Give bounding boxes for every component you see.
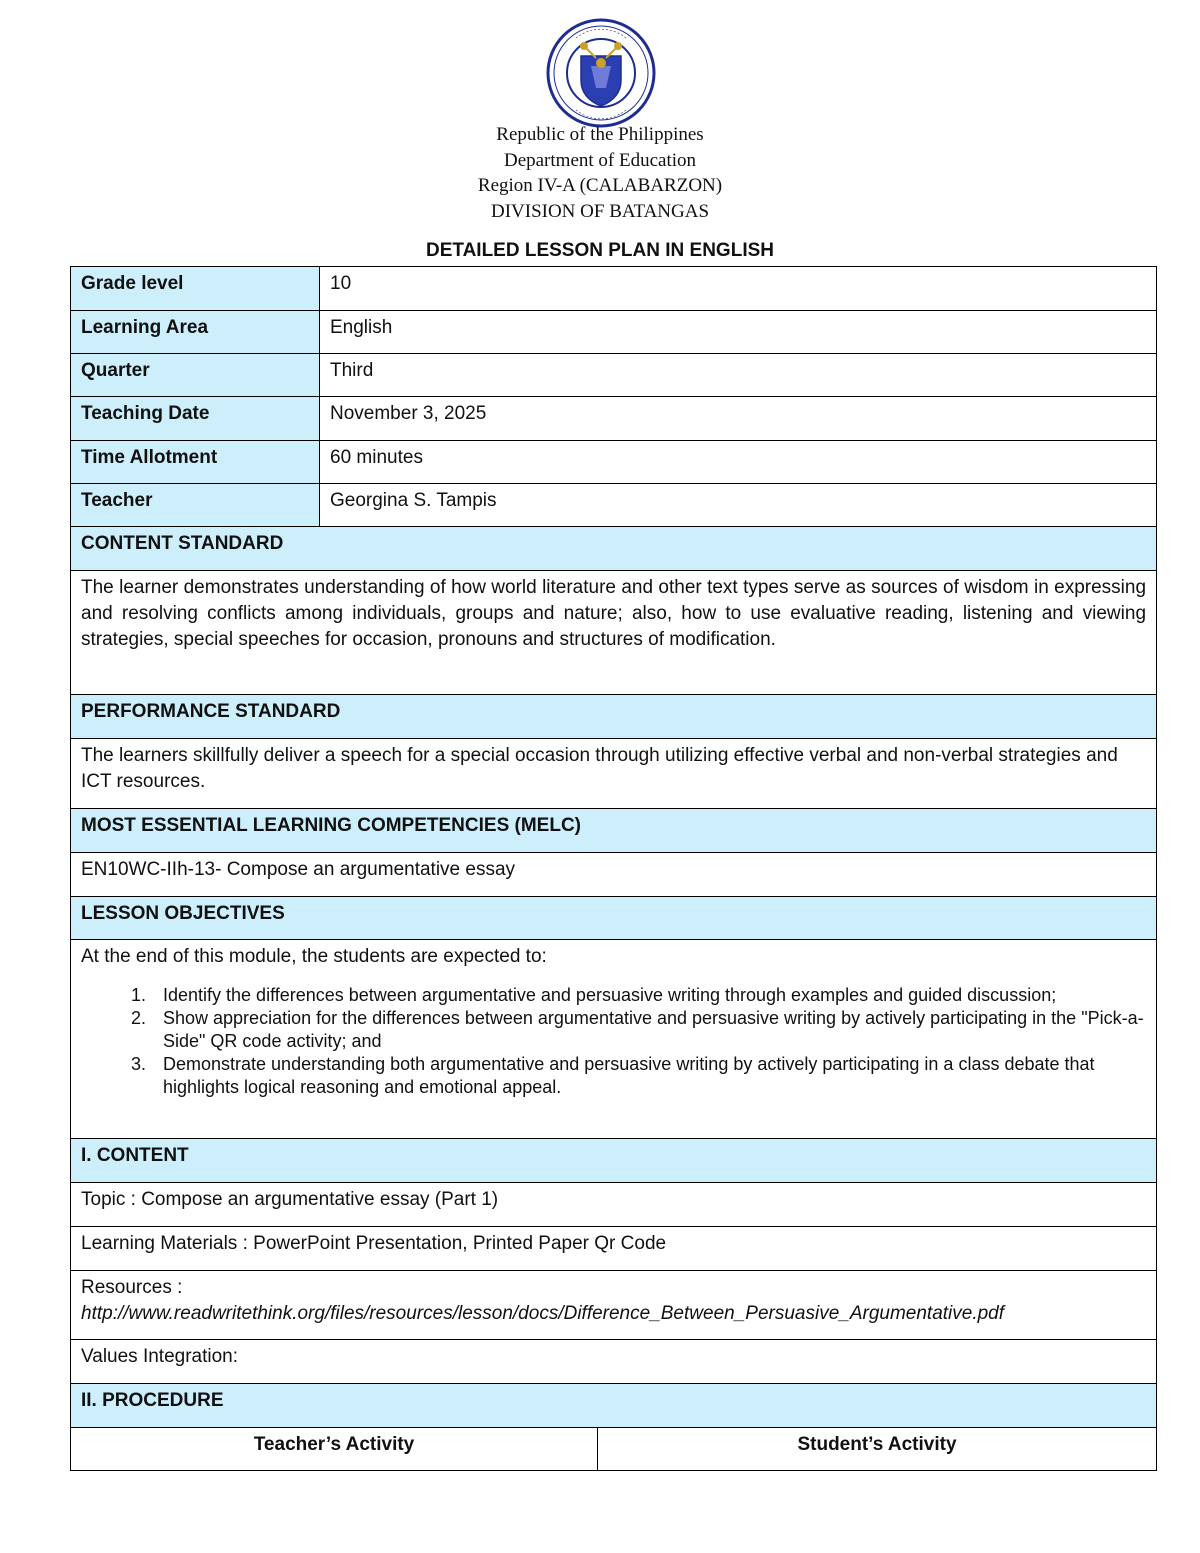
header-republic: Republic of the Philippines [496, 124, 704, 145]
performance-standard-heading: PERFORMANCE STANDARD [71, 695, 1157, 739]
header-region: Region IV-A (CALABARZON) [477, 175, 723, 196]
deped-seal-logo [546, 18, 656, 128]
objective-item-3: 3. Demonstrate understanding both argumentative and persuasive writing by actively participating in a class debate that highlights logical reasoning and emotional appeal. [151, 1053, 1146, 1099]
content-materials: Learning Materials : PowerPoint Presentation, Printed Paper Qr Code [71, 1227, 1157, 1271]
value-learning-area: English [320, 311, 1157, 354]
value-teaching-date: November 3, 2025 [320, 397, 1157, 441]
values-integration: Values Integration: [71, 1340, 1157, 1384]
content-standard-heading: CONTENT STANDARD [71, 527, 1157, 571]
content-resources [71, 1271, 1157, 1340]
header-division: DIVISION OF BATANGAS [490, 200, 710, 222]
label-grade-level: Grade level [71, 267, 320, 311]
objective-item-1: 1. Identify the differences between argumentative and persuasive writing through examples and guided discussion; [151, 984, 1146, 1007]
label-teaching-date: Teaching Date [71, 397, 320, 441]
objectives-heading: LESSON OBJECTIVES [71, 897, 1157, 940]
content-standard-text: The learner demonstrates understanding of how world literature and other text types serve as sources of wisdom in expressing and resolving conflicts among individuals, groups and nature; also, how to use evaluative reading, listening and viewing strategies, special speeches for occasion, pronouns and structures of modification. [71, 571, 1157, 695]
melc-heading: MOST ESSENTIAL LEARNING COMPETENCIES (MELC) [71, 809, 1157, 853]
objectives-cell [71, 940, 1157, 1139]
label-quarter: Quarter [71, 354, 320, 397]
info-row-quarter [71, 354, 1157, 397]
melc-text: EN10WC-IIh-13- Compose an argumentative essay [71, 853, 1157, 897]
value-quarter: Third [320, 354, 1157, 397]
value-time-allotment: 60 minutes [320, 441, 1157, 484]
content-topic: Topic : Compose an argumentative essay (Part 1) [71, 1183, 1157, 1227]
objectives-intro: At the end of this module, the students are expected to: [81, 946, 547, 967]
info-row-area [71, 311, 1157, 354]
procedure-heading: II. PROCEDURE [71, 1384, 1157, 1428]
objectives-list [81, 984, 1146, 1099]
objective-item-2: 2. Show appreciation for the differences between argumentative and persuasive writing by actively participating in the "Pick-a-Side" QR code activity; and [151, 1007, 1146, 1053]
document-title: DETAILED LESSON PLAN IN ENGLISH [425, 240, 774, 261]
letterhead [0, 122, 1200, 224]
label-teacher: Teacher [71, 484, 320, 527]
info-row-teacher [71, 484, 1157, 527]
resources-link[interactable]: http://www.readwritethink.org/files/resources/lesson/docs/Difference_Between_Persuasive_Argumentative.pdf [81, 1303, 1005, 1324]
info-row-time [71, 441, 1157, 484]
header-department: Department of Education [503, 149, 697, 171]
value-teacher: Georgina S. Tampis [320, 484, 1157, 527]
teacher-activity-header: Teacher’s Activity [71, 1428, 598, 1471]
lesson-plan-table [70, 266, 1157, 1471]
student-activity-header: Student’s Activity [598, 1428, 1157, 1471]
resources-label: Resources : [81, 1277, 183, 1298]
label-learning-area: Learning Area [71, 311, 320, 354]
content-heading: I. CONTENT [71, 1139, 1157, 1183]
label-time-allotment: Time Allotment [71, 441, 320, 484]
info-row-date [71, 397, 1157, 441]
value-grade-level: 10 [320, 267, 1157, 311]
info-row-grade [71, 267, 1157, 311]
performance-standard-text: The learners skillfully deliver a speech for a special occasion through utilizing effective verbal and non-verbal strategies and ICT resources. [71, 739, 1157, 809]
